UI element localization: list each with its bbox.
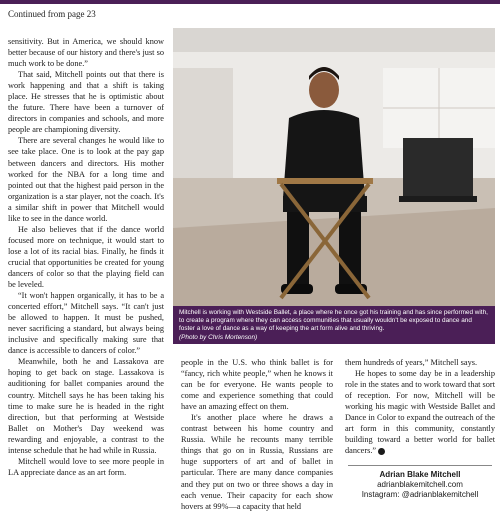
paragraph: He also believes that if the dance world focused more on technique, it would start to lose a lot of its racial bias. Finally, he finds it crucial that opportunities be created for young dancers of color so that the playing field can be leveled. [8,224,164,290]
paragraph: them hundreds of years,” Mitchell says. [345,358,478,367]
caption-text: Mitchell is working with Westside Ballet, a place where he once got his training and has since performed with, to create a program where they can access communities that usually wouldn't be exposed to dance and foster a love of dance as a way of keeping the art form alive and thriving. [179,309,488,333]
bio-name: Adrian Blake Mitchell [379,470,461,479]
photo-credit: (Photo by Chris Mortenson) [179,333,258,341]
article-column-3 [345,357,496,456]
bio-instagram: Instagram: @adrianblakemitchell [361,490,479,499]
paragraph: Mitchell would love to see more people in LA appreciate dance as an art form. [8,456,164,477]
bio-website: adrianblakemitchell.com [377,480,463,489]
dancer-photo [173,28,495,306]
paragraph: Meanwhile, both he and Lassakova are hoping to get back on stage. Lassakova is auditioning for ballet companies around the country. Mitchell says he has been taking his time to make sure he is headed in the right direction, but that performing at Westside Ballet on Mother's Day weekend was rewarding and enjoyable, a contrast to the intense schedule that he had while in Russia. [8,357,164,455]
paragraph-text: He hopes to some day be in a leadership role in the states and to work toward that sort of reception. For now, Mitchell will be working his magic with Westside Ballet and Dance in Color to expand the outreach of the art form in this community, constantly building toward a better world for ballet dancers.” [345,369,496,456]
paragraph: people in the U.S. who think ballet is for “fancy, rich white people,” when he knows it can be for everyone. He wants people to come and experience something that could have an amazing effect on them. [181,358,333,412]
article-column-1 [8,36,164,500]
paragraph: There are several changes he would like to see take place. One is to look at the pay gap between dancers and directors. His mother worked for the NBA for a long time and pointed out that the highest paid person in the organization is a star player, not the coach. It's a similar shift in power that Mitchell would like to see in the dance world. [8,136,164,223]
top-rule [0,0,500,4]
photo-caption [173,306,495,344]
paragraph [345,368,495,456]
paragraph: It's another place where he draws a contrast between his home country and Russia. While he recounts many terrible things that go on in Russia, Russians are huge supporters of art and of ballet in particular. There are many dance companies and they put on two or three shows a day in each venue. Their capacity for each show hovers at 99%—a capacity that held [181,413,333,511]
bio-divider [348,465,492,466]
end-mark-icon: M [378,448,385,455]
paragraph: That said, Mitchell points out that there is work happening and that a shift is taking place. He stresses that he is optimistic about the future. There have been a turnover of directors in companies and schools, and more people are championing diversity. [8,70,164,135]
paragraph: sensitivity. But in America, we should know better because of our history and there's just so much work to be done.” [8,37,164,69]
studio-photo-illustration [173,28,495,306]
author-bio [345,470,495,500]
article-column-2 [181,357,333,511]
continued-line: Continued from page 23 [8,9,96,19]
paragraph: “It won't happen organically, it has to be a concerted effort,” Mitchell says. “It can't just be allowed to happen. It must be pushed, never sacrificing a standard, but always being inclusive and specifically making sure that dance is accessible to dancers of color.” [8,291,164,356]
